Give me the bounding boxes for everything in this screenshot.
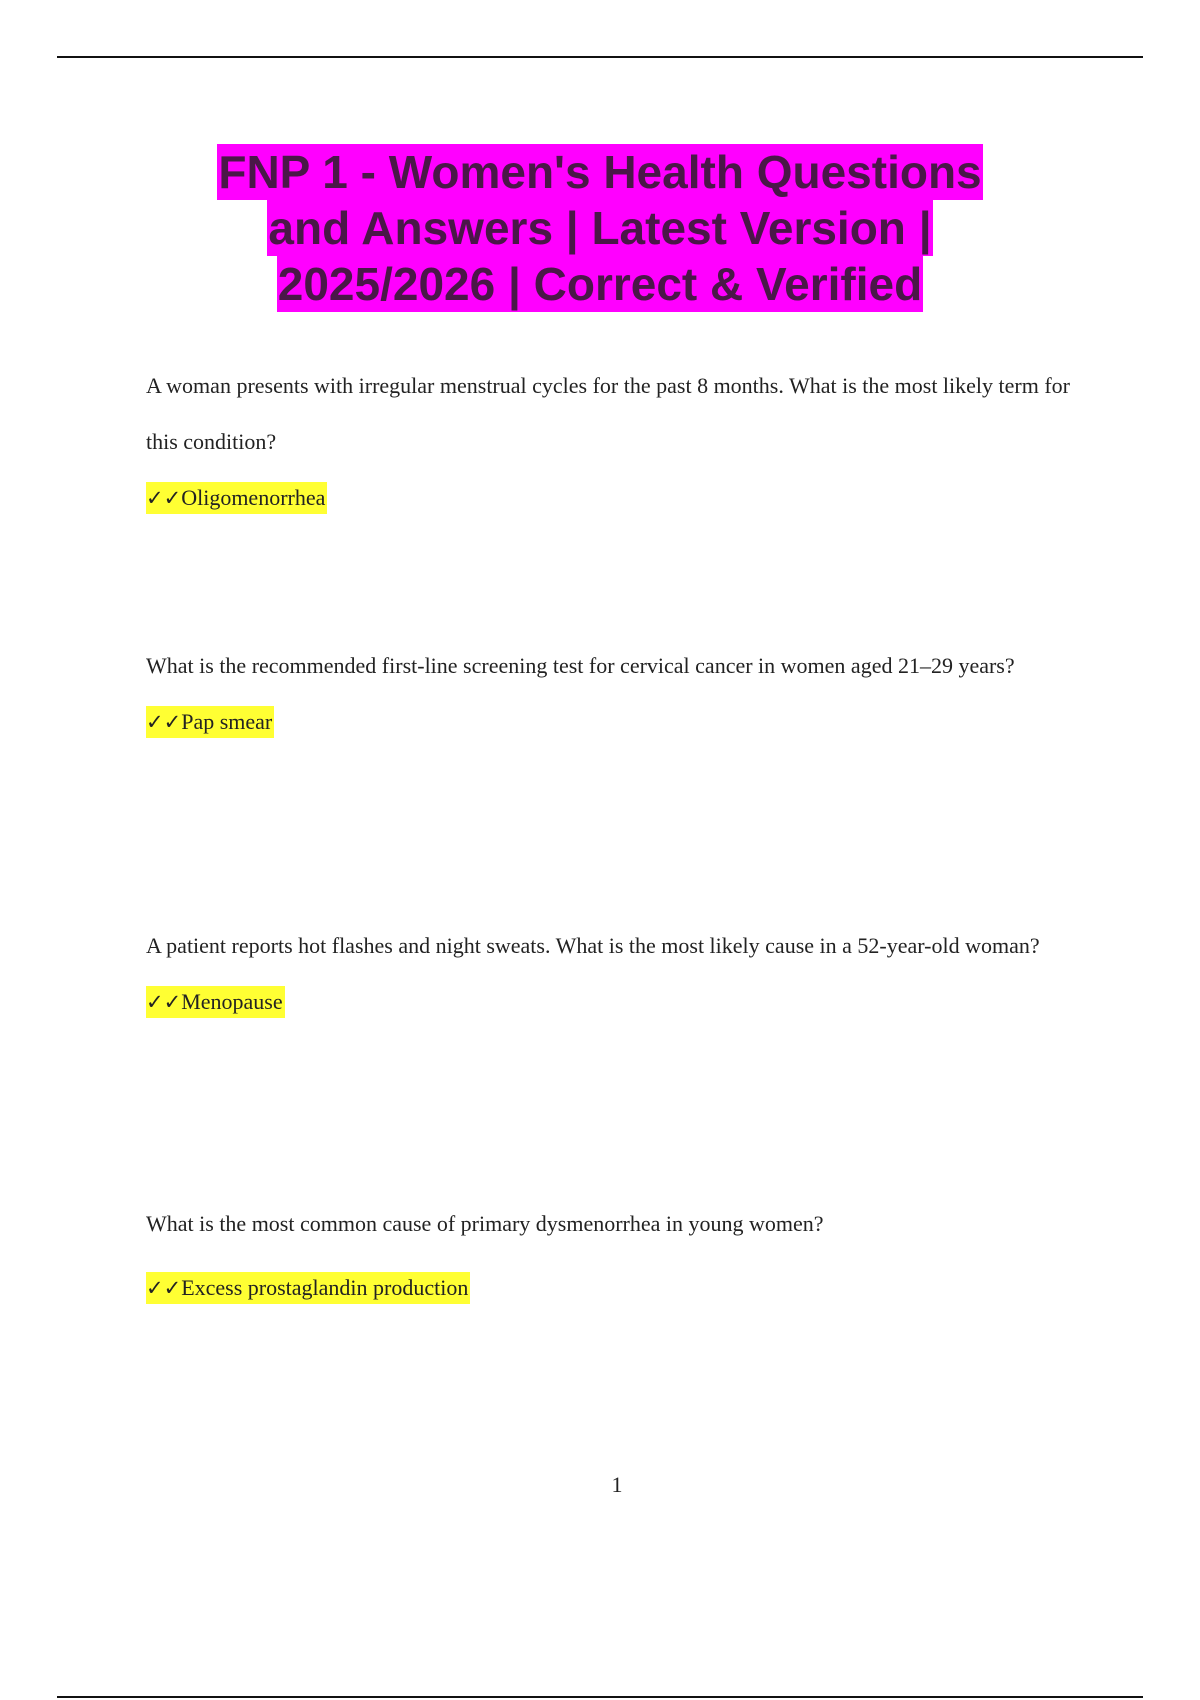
answer-highlight [146,706,274,738]
answer-text: Oligomenorrhea [181,485,326,510]
qa-item-2 [146,638,1096,738]
double-check-icon: ✓✓ [146,1276,182,1300]
top-rule [57,56,1143,58]
page-number: 1 [611,1472,623,1497]
question-2: What is the recommended first-line screening test for cervical cancer in women aged 21–29 years? [146,653,1015,678]
answer-3 [146,986,1096,1018]
double-check-icon: ✓✓ [146,990,182,1014]
answer-text: Menopause [181,989,283,1014]
title-line-2: and Answers | Latest Version | [268,202,932,254]
title-line-3: 2025/2026 | Correct & Verified [277,258,923,310]
answer-4 [146,1272,1096,1304]
document-title [0,144,1200,312]
double-check-icon: ✓✓ [146,710,182,734]
answer-highlight [146,986,285,1018]
answer-highlight [146,482,327,514]
question-4: What is the most common cause of primary dysmenorrhea in young women? [146,1211,824,1236]
question-3: A patient reports hot flashes and night sweats. What is the most likely cause in a 52-year-old woman? [146,933,1040,958]
qa-item-1 [146,358,1096,514]
answer-text: Excess prostaglandin production [181,1275,469,1300]
bottom-rule [57,1696,1143,1698]
answer-highlight [146,1272,470,1304]
answer-1 [146,482,1096,514]
qa-item-4 [146,1196,1096,1304]
title-line-1: FNP 1 - Women's Health Questions [218,146,982,198]
answer-2 [146,706,1096,738]
qa-item-3 [146,918,1096,1018]
question-1: A woman presents with irregular menstrual cycles for the past 8 months. What is the most likely term for this condition? [146,373,1070,454]
answer-text: Pap smear [181,709,273,734]
double-check-icon: ✓✓ [146,486,182,510]
